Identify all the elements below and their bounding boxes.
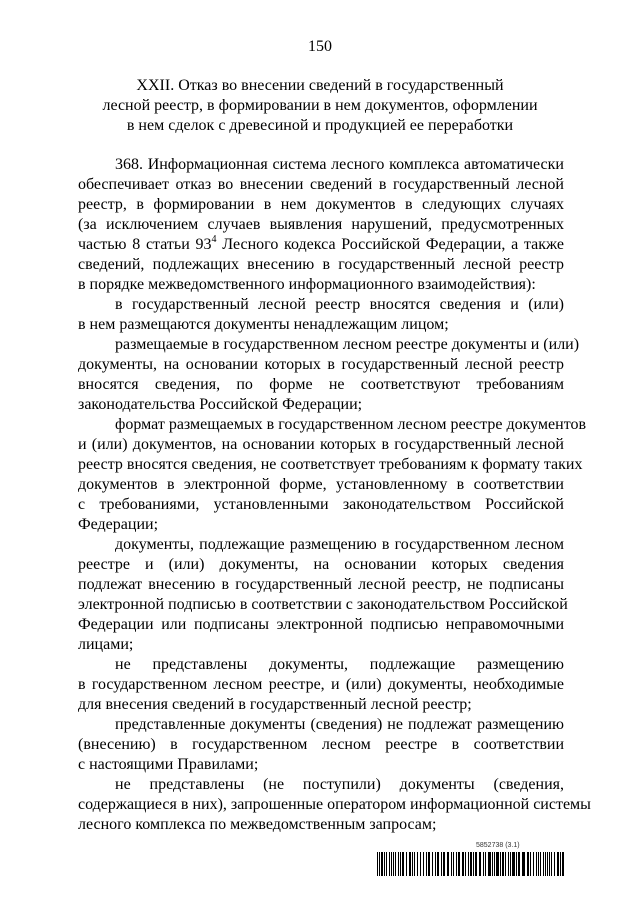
text-line: реестр вносятся сведения, не соответствует требованиям к формату таких [78, 456, 583, 473]
text-line: Федерации или подписаны электронной подписью неправомочными [78, 616, 564, 633]
text-line: лесного комплекса по межведомственным запросам; [78, 816, 437, 833]
text-line: (внесению) в государственном лесном реестре в соответствии [78, 736, 564, 753]
text-line: вносятся сведения, по форме не соответствуют требованиям [78, 376, 564, 393]
text-line: в государственном лесном реестре, и (или) документы, необходимые [78, 676, 564, 693]
text-line: не представлены (не поступили) документы (сведения, [115, 776, 564, 793]
text-line: лицами; [78, 636, 134, 653]
document-code: 5852738 (3.1) [476, 842, 520, 849]
heading-line: XXII. Отказ во внесении сведений в государственный [136, 77, 504, 94]
paragraph-368 [78, 155, 564, 295]
text-line: размещаемые в государственном лесном реестре документы и (или) [115, 336, 580, 353]
heading-line: в нем сделок с древесиной и продукцией ее переработки [126, 117, 514, 134]
text-line: электронной подписью в соответствии с законодательством Российской [78, 596, 568, 613]
paragraph [78, 775, 591, 835]
text-line: в нем размещаются документы ненадлежащим лицом; [78, 316, 449, 333]
section-heading [80, 76, 560, 136]
text-fragment: частью 8 статьи 93 [78, 236, 212, 253]
text-line: (за исключением случаев выявления нарушений, предусмотренных [78, 216, 564, 233]
paragraph [78, 295, 564, 335]
text-fragment: Лесного кодекса Российской Федерации, а также [216, 236, 565, 253]
text-line: Федерации; [78, 516, 159, 533]
text-line: сведений, подлежащих внесению в государственный лесной реестр [78, 256, 564, 273]
paragraph [78, 415, 587, 535]
paragraph [78, 655, 564, 715]
text-line: документов в электронной форме, установленному в соответствии [78, 476, 564, 493]
text-line [78, 235, 564, 255]
text-line: подлежат внесению в государственный лесной реестр, не подписаны [78, 576, 564, 593]
text-line: реестр, в формировании в нем документов в следующих случаях [78, 196, 564, 213]
barcode-icon [377, 852, 564, 876]
text-line: содержащиеся в них), запрошенные оператором информационной системы [78, 796, 591, 813]
text-line: формат размещаемых в государственном лесном реестре документов [115, 416, 587, 433]
paragraph [78, 535, 568, 655]
document-body [78, 155, 591, 835]
text-line: с требованиями, установленными законодательством Российской [78, 496, 564, 513]
text-line: и (или) документов, на основании которых в государственный лесной [78, 436, 564, 453]
text-line: 368. Информационная система лесного комплекса автоматически [115, 156, 564, 173]
text-line: документы, подлежащие размещению в государственном лесном [115, 536, 564, 553]
text-line: представленные документы (сведения) не подлежат размещению [115, 716, 564, 733]
superscript: 4 [211, 233, 217, 245]
heading-line: лесной реестр, в формировании в нем документов, оформлении [102, 97, 538, 114]
text-line: для внесения сведений в государственный лесной реестр; [78, 696, 472, 713]
text-line: в порядке межведомственного информационного взаимодействия): [78, 276, 536, 293]
paragraph [78, 715, 564, 775]
text-line: документы, на основании которых в государственный лесной реестр [78, 356, 564, 373]
text-line: обеспечивает отказ во внесении сведений в государственный лесной [78, 176, 564, 193]
text-line: в государственный лесной реестр вносятся сведения и (или) [115, 296, 564, 313]
text-line: с настоящими Правилами; [78, 756, 259, 773]
text-line: не представлены документы, подлежащие размещению [115, 656, 564, 673]
text-line: реестре и (или) документы, на основании которых сведения [78, 556, 564, 573]
page-number: 150 [308, 38, 332, 55]
paragraph [78, 335, 580, 415]
text-line: законодательства Российской Федерации; [78, 396, 363, 413]
